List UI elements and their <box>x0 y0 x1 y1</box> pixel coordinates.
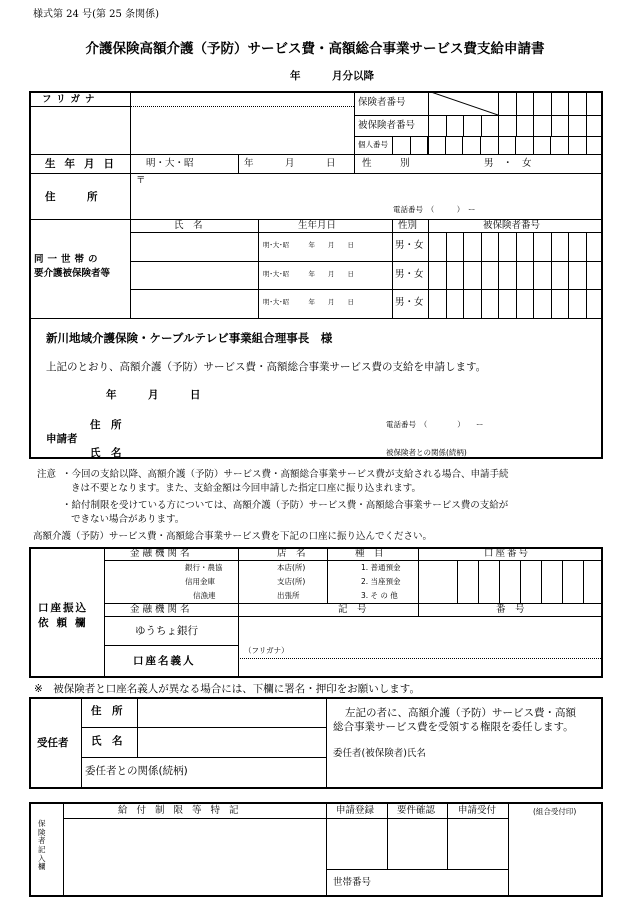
cell-divider <box>551 232 552 261</box>
branch-type: 出張所 <box>277 591 300 600</box>
delegate-label: 受任者 <box>37 737 69 749</box>
household-row-birth: 明･大･昭 年 月 日 <box>263 298 354 306</box>
col-name: 氏 名 <box>174 220 203 231</box>
cell-divider <box>498 290 499 319</box>
cell-divider <box>568 290 569 319</box>
cell-divider <box>515 136 516 154</box>
cell-divider <box>462 136 463 154</box>
cell-divider <box>427 136 428 154</box>
cell-divider <box>498 261 499 290</box>
cell-divider <box>568 261 569 290</box>
applicant-name-label: 氏 名 <box>90 447 122 459</box>
furigana-label: フリガナ <box>42 94 100 105</box>
cell-divider <box>446 115 447 136</box>
col-insured-no: 被保険者番号 <box>483 220 541 231</box>
bank-side-label: 口座振込 <box>38 602 88 614</box>
cell-divider <box>481 290 482 319</box>
household-row-birth: 明･大･昭 年 月 日 <box>263 270 354 278</box>
cell-divider <box>586 261 587 290</box>
cell-divider <box>481 232 482 261</box>
household-no-label: 世帯番号 <box>333 877 372 888</box>
col-number: 番 号 <box>496 604 525 615</box>
cell-divider <box>463 290 464 319</box>
page-title: 介護保険高額介護（予防）サービス費・高額総合事業サービス費支給申請書 <box>85 41 545 57</box>
applicant-phone: 電話番号 （ ） ー <box>386 420 484 429</box>
delegate-address-label: 住 所 <box>91 705 123 717</box>
household-label-2: 要介護被保険者等 <box>34 268 111 279</box>
cell-divider <box>568 136 569 154</box>
delegator-label: 委任者(被保険者)氏名 <box>333 748 426 759</box>
delegate-name-label: 氏 名 <box>91 735 123 747</box>
cell-divider <box>551 261 552 290</box>
bank-type: 銀行・農協 <box>185 563 223 572</box>
household-row-sex: 男・女 <box>395 269 424 280</box>
check-label: 要件確認 <box>397 805 436 816</box>
household-label: 同一世帯の <box>34 254 102 265</box>
cell-divider <box>446 232 447 261</box>
receipt-label: 申請受付 <box>458 805 497 816</box>
note-2: ・給付制限を受けている方については、高額介護（予防）サービス費・高額総合事業サービス費の支給が <box>62 500 509 511</box>
col-bank-name-2: 金融機関名 <box>130 604 193 615</box>
bank-type: 信用金庫 <box>185 577 215 586</box>
cell-divider <box>498 136 499 154</box>
delegate-statement: 左記の者に、高額介護（予防）サービス費・高額 <box>345 707 576 719</box>
restriction-label: 給付制限等特記 <box>118 805 248 816</box>
cell-divider <box>516 232 517 261</box>
account-type: 1. 普通預金 <box>361 563 401 572</box>
notes-label: 注意 <box>37 469 57 480</box>
cell-divider <box>392 136 393 154</box>
period: 年 月分以降 <box>290 70 374 82</box>
household-row-sex: 男・女 <box>395 297 424 308</box>
cell-divider <box>533 91 534 115</box>
cell-divider <box>586 232 587 261</box>
cell-divider <box>516 91 517 115</box>
col-branch: 店 名 <box>277 548 306 559</box>
account-holder-label: 口座名義人 <box>133 655 196 667</box>
cell-divider <box>516 261 517 290</box>
cell-divider <box>533 115 534 136</box>
account-type: 2. 当座預金 <box>361 577 401 586</box>
holder-furigana: （フリガナ） <box>244 646 289 655</box>
cell-divider <box>533 290 534 319</box>
col-account-type: 種 目 <box>355 548 384 559</box>
insured-no-label: 被保険者番号 <box>358 120 416 131</box>
cell-divider <box>498 115 499 136</box>
cell-divider <box>550 136 551 154</box>
yucho-bank: ゆうちょ銀行 <box>135 625 198 637</box>
branch-type: 支店(所) <box>277 577 306 586</box>
addressee: 新川地域介護保険・ケーブルテレビ事業組合理事長 様 <box>46 331 333 345</box>
bank-type: 信漁連 <box>193 591 216 600</box>
delegate-relation-label: 委任者との関係(続柄) <box>85 765 188 777</box>
insurer-no-label: 保険者番号 <box>358 97 406 108</box>
postal-mark: 〒 <box>136 175 146 186</box>
sex-options: 男 ・ 女 <box>484 158 532 169</box>
cell-divider <box>410 136 411 154</box>
month-unit: 月 <box>285 158 295 169</box>
cell-divider <box>463 115 464 136</box>
note-1: ・今回の支給以降、高額介護（予防）サービス費・高額総合事業サービス費が支給される場合、申請手続 <box>62 469 509 480</box>
account-type: 3. そ の 他 <box>361 591 398 600</box>
application-date: 年 月 日 <box>106 389 201 401</box>
cell-divider <box>463 261 464 290</box>
sex-label: 性 別 <box>362 158 410 169</box>
applicant-address-label: 住 所 <box>90 419 122 431</box>
cell-divider <box>480 136 481 154</box>
branch-type: 本店(所) <box>277 563 306 572</box>
cell-divider <box>533 232 534 261</box>
cell-divider <box>445 136 446 154</box>
statement: 上記のとおり、高額介護（予防）サービス費・高額総合事業サービス費の支給を申請します。 <box>46 361 487 373</box>
cell-divider <box>446 261 447 290</box>
col-account-no: 口座番号 <box>484 548 531 559</box>
cell-divider <box>551 290 552 319</box>
relation-label: 被保険者との関係(続柄) <box>386 448 467 457</box>
bank-side-label-2: 依頼欄 <box>38 617 94 629</box>
cell-divider <box>551 115 552 136</box>
cell-divider <box>481 115 482 136</box>
cell-divider <box>498 232 499 261</box>
personal-no-label: 個人番号 <box>358 140 388 149</box>
note-1-cont: きは不要となります。また、支給金額は今回申請した指定口座に振り込まれます。 <box>71 483 421 494</box>
cell-divider <box>446 290 447 319</box>
household-row-sex: 男・女 <box>395 240 424 251</box>
col-symbol: 記 号 <box>338 604 367 615</box>
delegate-statement-2: 総合事業サービス費を受領する権限を委任します。 <box>333 721 574 733</box>
cell-divider <box>586 290 587 319</box>
registration-label: 申請登録 <box>336 805 375 816</box>
household-row-birth: 明･大･昭 年 月 日 <box>263 241 354 249</box>
col-bank-name: 金融機関名 <box>130 548 193 559</box>
delegate-notice: ※ 被保険者と口座名義人が異なる場合には、下欄に署名・押印をお願いします。 <box>34 683 420 695</box>
insurer-side-label: 保 険 者 記 入 欄 <box>38 819 46 872</box>
cell-divider <box>533 261 534 290</box>
cell-divider <box>516 115 517 136</box>
cell-divider <box>586 136 587 154</box>
cell-divider <box>568 91 569 115</box>
year-unit: 年 <box>244 158 254 169</box>
cell-divider <box>586 91 587 115</box>
cell-divider <box>533 136 534 154</box>
insurer-section <box>29 802 603 897</box>
insurer-diagonal <box>428 91 498 115</box>
col-birth: 生年月日 <box>298 220 337 231</box>
bank-instruction: 高額介護（予防）サービス費・高額総合事業サービス費を下記の口座に振り込んでください。 <box>33 531 433 542</box>
stamp-label: (組合受付印) <box>533 807 577 816</box>
cell-divider <box>568 232 569 261</box>
birthdate-label: 生年月日 <box>45 158 123 170</box>
form-number: 様式第 24 号(第 25 条関係) <box>33 9 159 20</box>
phone-label: 電話番号 （ ） ー <box>393 205 476 214</box>
cell-divider <box>516 290 517 319</box>
cell-divider <box>586 115 587 136</box>
address-label: 住 所 <box>45 191 98 203</box>
day-unit: 日 <box>326 158 336 169</box>
cell-divider <box>568 115 569 136</box>
cell-divider <box>463 232 464 261</box>
col-sex: 性別 <box>398 220 418 231</box>
era-options: 明・大・昭 <box>146 158 194 169</box>
cell-divider <box>481 261 482 290</box>
applicant-label: 申請者 <box>46 433 78 445</box>
note-2-cont: できない場合があります。 <box>71 514 185 525</box>
cell-divider <box>551 91 552 115</box>
